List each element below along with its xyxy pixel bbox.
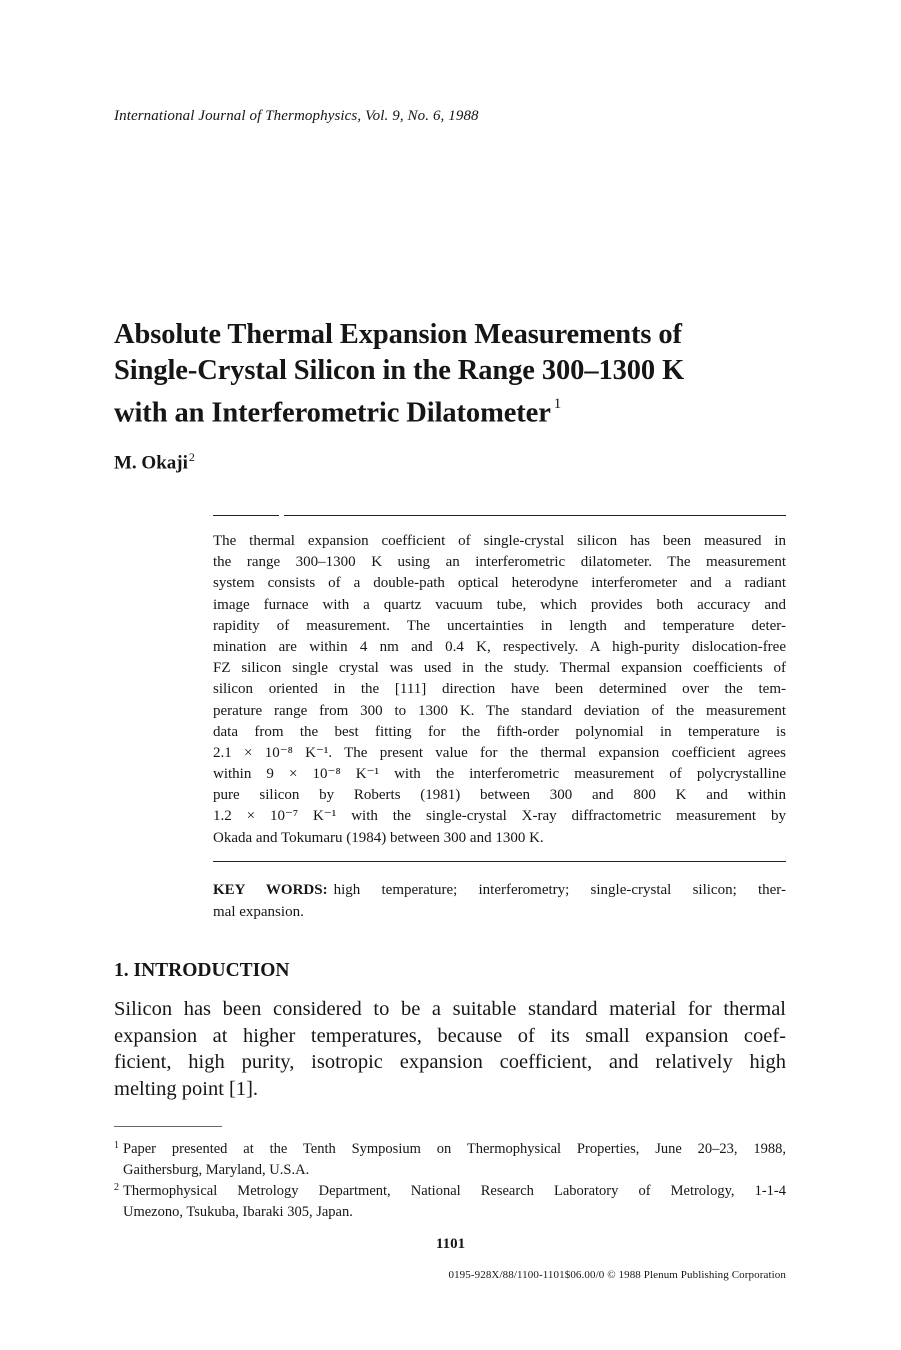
abstract-line: pure silicon by Roberts (1981) between 300 and 800 K and within (213, 787, 786, 804)
keywords-label: KEY WORDS: (213, 882, 328, 898)
abstract-line: rapidity of measurement. The uncertainties in length and temperature deter- (213, 617, 786, 634)
abstract-line: The thermal expansion coefficient of single-crystal silicon has been measured in (213, 533, 786, 549)
abstract-line: mination are within 4 nm and 0.4 K, respectively. A high-purity dislocation-free (213, 638, 786, 655)
title-line: Absolute Thermal Expansion Measurements of (114, 319, 682, 350)
paragraph-line: expansion at higher temperatures, because of its small expansion coef- (114, 1024, 786, 1047)
footnote (114, 1139, 786, 1181)
abstract-line: within 9 × 10⁻⁸ K⁻¹ with the interferometric measurement of polycrystalline (213, 766, 786, 783)
paragraph-line: Silicon has been considered to be a suitable standard material for thermal (114, 998, 786, 1020)
abstract-line: silicon oriented in the [111] direction have been determined over the tem- (213, 681, 786, 698)
page-number: 1101 (435, 1236, 466, 1252)
abstract-line: 1.2 × 10⁻⁷ K⁻¹ with the single-crystal X-ray diffractometric measurement by (213, 808, 786, 825)
abstract-line: perature range from 300 to 1300 K. The standard deviation of the measurement (213, 702, 786, 719)
abstract-bottom-rule (213, 861, 786, 862)
footnote (114, 1181, 786, 1223)
footnotes (114, 1139, 786, 1223)
footnote-mark: 2 (114, 1182, 119, 1193)
footnote-mark: 1 (114, 1140, 119, 1151)
abstract-line: system consists of a double-path optical heterodyne interferometer and a radiant (213, 575, 786, 592)
abstract-top-rule-short (213, 515, 279, 516)
footnote-line: Gaithersburg, Maryland, U.S.A. (123, 1162, 310, 1178)
keywords-line: mal expansion. (213, 903, 304, 920)
footnote-line: Thermophysical Metrology Department, National Research Laboratory of Metrology, 1-1-4 (123, 1183, 786, 1199)
footnote-rule (114, 1126, 222, 1127)
author-name (114, 450, 195, 474)
title-footnote-mark: 1 (553, 396, 562, 412)
title-line (114, 389, 754, 432)
copyright-line: 0195-928X/88/1100-1101$06.00/0 © 1988 Plenum Publishing Corporation (448, 1269, 786, 1281)
footnote-line: Umezono, Tsukuba, Ibaraki 305, Japan. (123, 1204, 353, 1220)
abstract-line: FZ silicon single crystal was used in the study. Thermal expansion coefficients of (213, 660, 786, 677)
paragraph-line: melting point [1]. (114, 1077, 259, 1100)
section-heading: 1. INTRODUCTION (114, 960, 290, 981)
footnote-line: Paper presented at the Tenth Symposium on Thermophysical Properties, June 20–23, 1988, (123, 1141, 786, 1157)
title-line: Single-Crystal Silicon in the Range 300–1300 K (114, 355, 685, 386)
article-title (114, 317, 754, 432)
abstract-line: the range 300–1300 K using an interferometric dilatometer. The measurement (213, 554, 786, 571)
abstract-top-rule-long (284, 515, 786, 516)
abstract-line: 2.1 × 10⁻⁸ K⁻¹. The present value for the thermal expansion coefficient agrees (213, 744, 786, 761)
author-text: M. Okaji (114, 452, 188, 474)
abstract (213, 531, 786, 849)
paragraph-line: ficient, high purity, isotropic expansion coefficient, and relatively high (114, 1051, 786, 1073)
abstract-line: image furnace with a quartz vacuum tube, which provides both accuracy and (213, 596, 786, 613)
abstract-line: data from the best fitting for the fifth-order polynomial in temperature is (213, 723, 786, 740)
journal-citation: International Journal of Thermophysics, Vol. 9, No. 6, 1988 (114, 108, 479, 124)
abstract-line: Okada and Tokumaru (1984) between 300 and 1300 K. (213, 829, 544, 846)
keywords (213, 880, 786, 923)
author-footnote-mark: 2 (188, 450, 195, 464)
introduction-paragraph (114, 996, 786, 1102)
keywords-text: high temperature; interferometry; single-crystal silicon; ther- (333, 882, 786, 898)
keywords-line (213, 880, 786, 902)
title-line-text: with an Interferometric Dilatometer (114, 397, 551, 429)
